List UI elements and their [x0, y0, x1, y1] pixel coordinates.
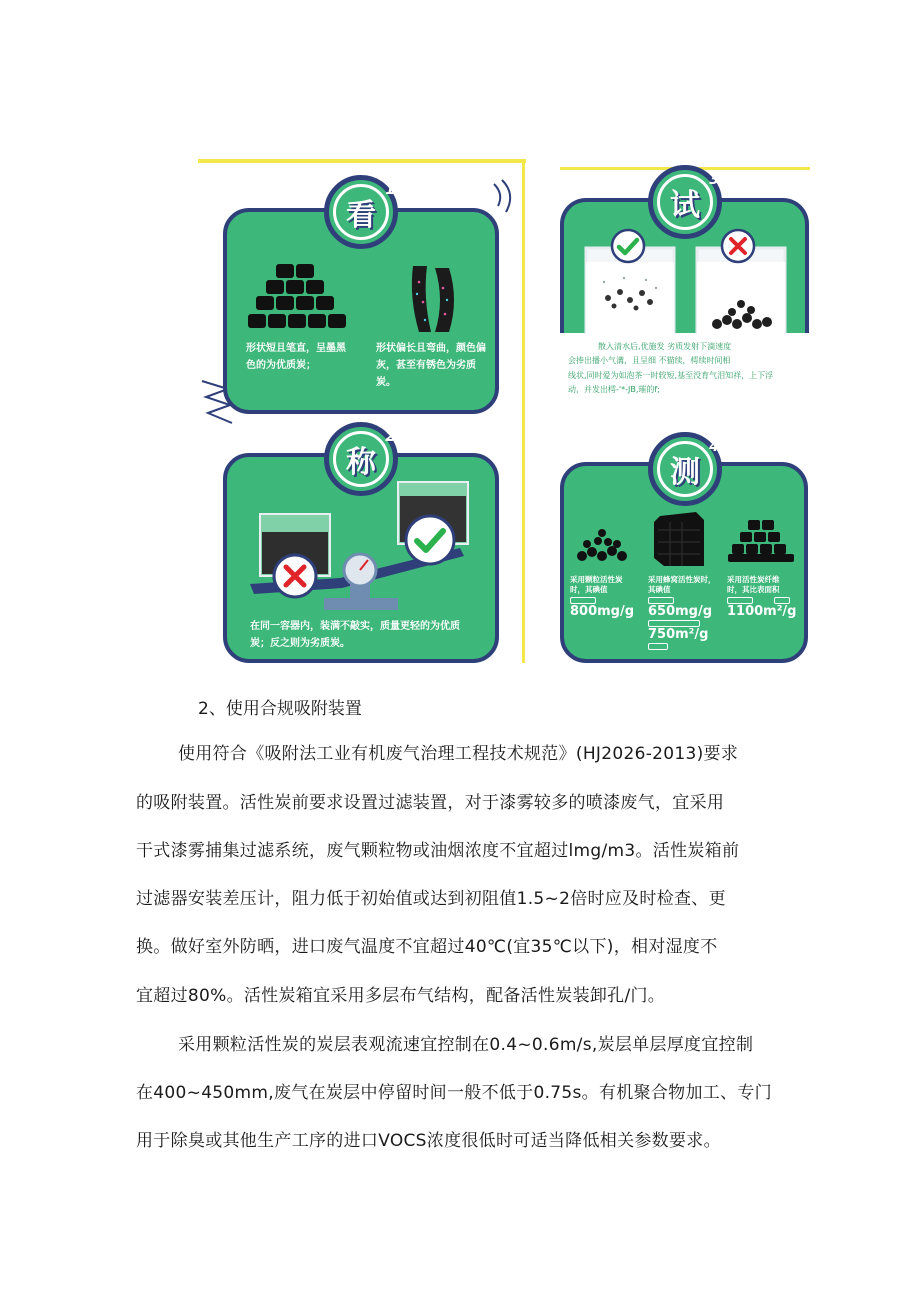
- cross-mark-icon-small: [720, 228, 756, 264]
- badge-look: [324, 175, 398, 249]
- test-note-line-3: 线状,同时爱为如泡茶一时较短,基至没育气泪知祥，上下浮: [568, 371, 774, 380]
- measure-granular-value: 800mg/g: [570, 604, 635, 619]
- test-note-line-2: 会捧出播小气溝，且呈细 不猫续，樗续时间相: [568, 356, 731, 365]
- section-heading: 2、使用合规吸附装置: [198, 699, 362, 719]
- badge-look-char: 看: [346, 198, 376, 233]
- paragraph-1-line-2: 的吸附装置。活性炭前要求设置过滤装置，对于漆雾较多的喷漆废气，宜采用: [136, 793, 725, 813]
- paragraph-1-line-6: 宜超过80%。活性炭箱宜采用多层布气结构，配备活性炭装卸孔/门。: [136, 986, 666, 1006]
- measure-granular-label: 采用颗粒活性炭时，其碘值: [570, 575, 623, 594]
- weigh-text: 在同一容器内，装满不敲实，质量更轻的为优质炭；反之则为劣质炭。: [250, 621, 460, 649]
- check-mark-icon-small: [610, 228, 646, 264]
- test-note-line-4: 动，并发出樗-'*-JB,璀的f;: [568, 385, 660, 394]
- look-good-text: 形状短且笔直，呈墨黑色的为优质炭；: [246, 343, 346, 371]
- badge-weigh-number: 2: [385, 429, 395, 445]
- short-carbon-stack-icon: [246, 262, 350, 332]
- yellow-accent-line-left: [198, 159, 526, 163]
- measure-fiber-tag-right: [774, 597, 790, 604]
- cross-mark-icon: [272, 553, 318, 599]
- measure-fiber-value: 1100m²/g: [727, 604, 797, 619]
- long-curved-carbon-icon: [405, 262, 465, 336]
- paragraph-1-line-4: 过滤器安装差压计，阻力低于初始值或达到初阻值1.5~2倍时应及时检查、更: [136, 889, 726, 909]
- paragraph-1-line-3: 干式漆雾捕集过滤系统，废气颗粒物或油烟浓度不宜超过lmg/m3。活性炭箱前: [136, 841, 740, 861]
- measure-honeycomb-value-2: 750m²/g: [648, 627, 709, 642]
- measure-honeycomb-tag-3: [648, 643, 668, 650]
- badge-measure: [648, 432, 722, 506]
- test-note-line-1: 散入清水后,优施发 劣质发射下滴速度: [598, 342, 732, 351]
- paragraph-2-line-3: 用于除臭或其他生产工序的进口VOCS浓度很低时可适当降低相关参数要求。: [136, 1131, 721, 1151]
- fiber-carbon-stack-icon: [728, 518, 794, 564]
- badge-test: [648, 165, 722, 239]
- yellow-accent-line-vertical: [522, 159, 525, 663]
- paragraph-2-line-1: 采用颗粒活性炭的炭层表观流速宜控制在0.4~0.6m∕s,炭层单层厚度宜控制: [178, 1035, 754, 1055]
- granular-carbon-icon: [572, 526, 632, 566]
- measure-fiber-label: 采用活性炭纤维时，其比表面积: [727, 575, 780, 594]
- badge-weigh-char: 称: [346, 445, 376, 480]
- paragraph-2-line-2: 在400~450mm,废气在炭层中停留时间一般不低于0.75s。有机聚合物加工、专门: [136, 1083, 772, 1103]
- measure-honeycomb-tag: [648, 597, 674, 604]
- badge-test-number: 3: [709, 172, 719, 188]
- measure-honeycomb-value: 650mg/g: [648, 604, 713, 619]
- measure-granular-tag: [570, 597, 596, 604]
- honeycomb-carbon-icon: [650, 510, 706, 568]
- badge-look-number: 1: [385, 182, 395, 198]
- sound-wave-decoration: [488, 176, 522, 216]
- badge-measure-char: 测: [670, 455, 700, 490]
- paragraph-1-line-5: 换。做好室外防晒，进口废气温度不宜超过40℃(宜35℃以下)，相对湿度不: [136, 937, 718, 957]
- look-bad-text: 形状偏长且弯曲，颜色偏灰，甚至有锈色为劣质炭。: [376, 343, 486, 388]
- check-mark-icon: [404, 514, 456, 566]
- badge-measure-number: 4: [709, 439, 719, 455]
- measure-fiber-tag: [727, 597, 753, 604]
- paragraph-1-line-1: 使用符合《吸附法工业有机废气治理工程技术规范》(HJ2026-2013)要求: [178, 744, 739, 764]
- badge-test-char: 试: [670, 188, 700, 223]
- measure-honeycomb-label: 采用蜂窝活性炭时，其碘值: [648, 575, 716, 594]
- measure-honeycomb-tag-2: [648, 620, 700, 627]
